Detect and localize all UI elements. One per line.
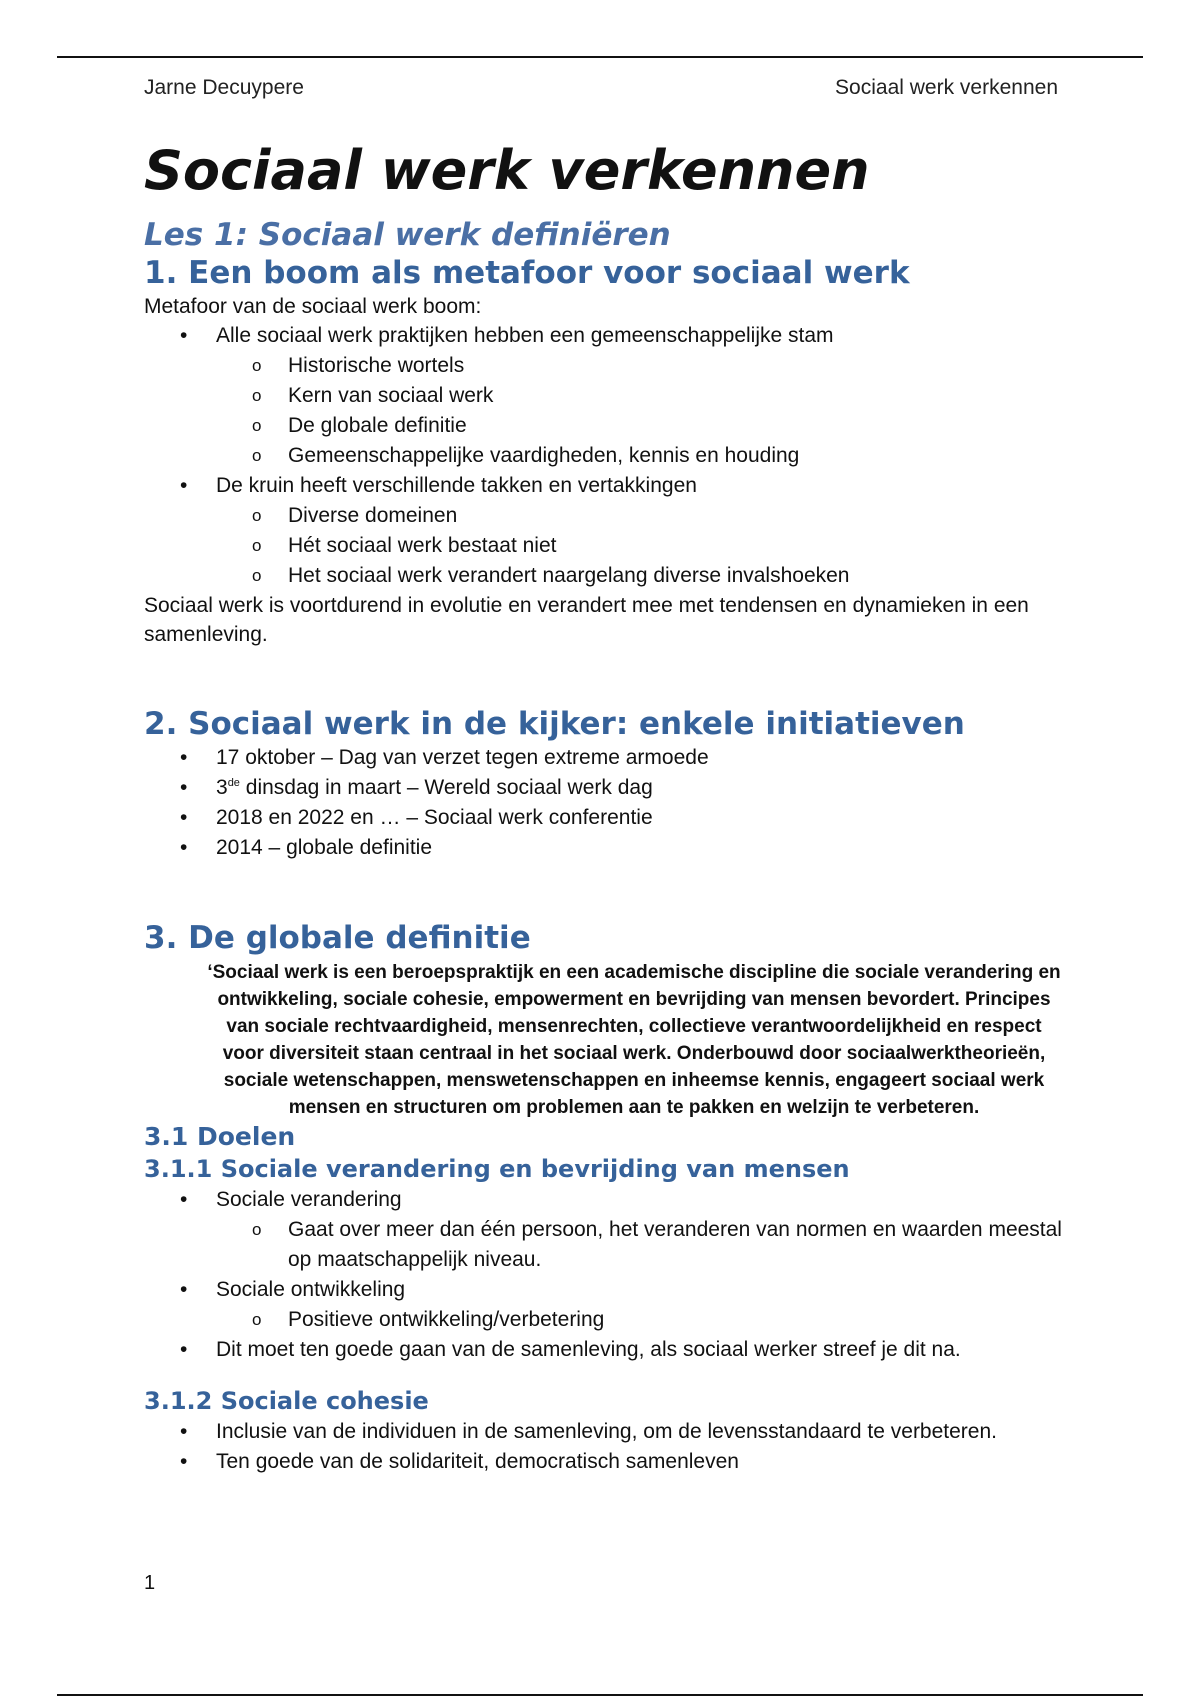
sub-list-item-text: Historische wortels xyxy=(288,354,465,377)
sub-list-item xyxy=(216,1215,1064,1275)
list-item xyxy=(144,1447,1064,1477)
bullet-icon: • xyxy=(180,836,188,859)
list-item xyxy=(144,743,1064,773)
list-item xyxy=(144,803,1064,833)
document-body xyxy=(144,140,1064,1477)
sub-list xyxy=(216,351,1064,471)
bullet-icon: • xyxy=(180,1338,188,1361)
list-item-text: Dit moet ten goede gaan van de samenleving, als sociaal werker streef je dit na. xyxy=(216,1338,961,1361)
sub-list-item-text: Gaat over meer dan één persoon, het veranderen van normen en waarden meestal op maatschappelijk niveau. xyxy=(288,1218,1062,1271)
sub-list-item-text: De globale definitie xyxy=(288,414,467,437)
subsection-1-list xyxy=(144,1185,1064,1365)
bullet-icon: • xyxy=(180,1278,188,1301)
ordinal-suffix: de xyxy=(227,777,240,789)
sub-list-item xyxy=(216,411,1064,441)
sub-list xyxy=(216,501,1064,591)
list-item xyxy=(144,321,1064,471)
sub-bullet-icon: o xyxy=(252,386,262,405)
bullet-icon: • xyxy=(180,324,188,347)
sub-bullet-icon: o xyxy=(252,566,262,585)
page-number: 1 xyxy=(144,1572,156,1594)
list-item xyxy=(144,1185,1064,1275)
sub-list-item-text: Diverse domeinen xyxy=(288,504,458,527)
subsection-2-heading: 3.1.2 Sociale cohesie xyxy=(144,1387,429,1415)
header-course: Sociaal werk verkennen xyxy=(835,76,1058,99)
bullet-icon: • xyxy=(180,1420,188,1443)
list-item-text: 2018 en 2022 en … – Sociaal werk conferentie xyxy=(216,806,653,829)
list-item-text: Inclusie van de individuen in de samenleving, om de levensstandaard te verbeteren. xyxy=(216,1420,997,1443)
header-author: Jarne Decuypere xyxy=(144,76,304,99)
list-item xyxy=(144,773,1064,803)
sub-bullet-icon: o xyxy=(252,536,262,555)
footer-rule xyxy=(57,1694,1143,1696)
section-2-list xyxy=(144,743,1064,863)
list-item xyxy=(144,1335,1064,1365)
sub-list-item xyxy=(216,531,1064,561)
lesson-heading: Les 1: Sociaal werk definiëren xyxy=(144,217,671,253)
list-item-text: 2014 – globale definitie xyxy=(216,836,433,859)
list-item-text: Ten goede van de solidariteit, democratisch samenleven xyxy=(216,1450,739,1473)
section-1-heading: 1. Een boom als metafoor voor sociaal werk xyxy=(144,255,910,291)
subsection-heading: 3.1 Doelen xyxy=(144,1122,296,1151)
sub-bullet-icon: o xyxy=(252,446,262,465)
document-title: Sociaal werk verkennen xyxy=(144,139,870,202)
list-item xyxy=(144,471,1064,591)
bullet-icon: • xyxy=(180,1450,188,1473)
sub-list-item xyxy=(216,501,1064,531)
sub-list-item xyxy=(216,441,1064,471)
definition-quote: ‘Sociaal werk is een beroepspraktijk en een academische discipline die sociale verandering en ontwikkeling, sociale cohesie, empowerment en bevrijding van mensen bevordert. Principes van sociale rechtvaardigheid, mensenrechten, collectieve verantwoordelijkheid en respect voor diversiteit staan centraal in het sociaal werk. Onderbouwd door sociaalwerktheorieën, sociale wetenschappen, menswetenschappen en inheemse kennis, engageert sociaal werk mensen en structuren om problemen aan te pakken en welzijn te verbeteren. xyxy=(207,962,1061,1118)
sub-list-item-text: Het sociaal werk verandert naargelang diverse invalshoeken xyxy=(288,564,850,587)
sub-bullet-icon: o xyxy=(252,1310,262,1329)
ordinal-number: 3 xyxy=(216,776,228,799)
sub-list-item-text: Gemeenschappelijke vaardigheden, kennis en houding xyxy=(288,444,800,467)
bullet-icon: • xyxy=(180,776,188,799)
list-item-text: 17 oktober – Dag van verzet tegen extreme armoede xyxy=(216,746,709,769)
section-3-heading: 3. De globale definitie xyxy=(144,920,531,956)
sub-bullet-icon: o xyxy=(252,416,262,435)
sub-list-item xyxy=(216,1305,1064,1335)
sub-list-item-text: Kern van sociaal werk xyxy=(288,384,494,407)
section-2-heading: 2. Sociaal werk in de kijker: enkele initiatieven xyxy=(144,706,965,742)
list-item-text: Sociale verandering xyxy=(216,1188,402,1211)
list-item-text: dinsdag in maart – Wereld sociaal werk dag xyxy=(245,776,653,799)
list-item xyxy=(144,833,1064,863)
sub-list-item xyxy=(216,381,1064,411)
list-item-text: Sociale ontwikkeling xyxy=(216,1278,406,1301)
list-item-text: De kruin heeft verschillende takken en vertakkingen xyxy=(216,474,697,497)
section-1-list xyxy=(144,321,1064,591)
list-item xyxy=(144,1417,1064,1447)
sub-list-item-text: Positieve ontwikkeling/verbetering xyxy=(288,1308,605,1331)
bullet-icon: • xyxy=(180,746,188,769)
sub-list-item xyxy=(216,351,1064,381)
list-item-text: Alle sociaal werk praktijken hebben een gemeenschappelijke stam xyxy=(216,324,834,347)
bullet-icon: • xyxy=(180,474,188,497)
sub-bullet-icon: o xyxy=(252,1220,262,1239)
bullet-icon: • xyxy=(180,806,188,829)
sub-list xyxy=(216,1215,1064,1275)
bullet-icon: • xyxy=(180,1188,188,1211)
subsection-2-list xyxy=(144,1417,1064,1477)
sub-list xyxy=(216,1305,1064,1335)
section-1-intro: Metafoor van de sociaal werk boom: xyxy=(144,295,482,318)
sub-bullet-icon: o xyxy=(252,356,262,375)
subsection-1-heading: 3.1.1 Sociale verandering en bevrijding van mensen xyxy=(144,1155,850,1183)
sub-list-item-text: Hét sociaal werk bestaat niet xyxy=(288,534,557,557)
list-item xyxy=(144,1275,1064,1335)
section-1-outro: Sociaal werk is voortdurend in evolutie en verandert mee met tendensen en dynamieken in een samenleving. xyxy=(144,594,1029,646)
sub-list-item xyxy=(216,561,1064,591)
sub-bullet-icon: o xyxy=(252,506,262,525)
header-rule xyxy=(57,56,1143,58)
